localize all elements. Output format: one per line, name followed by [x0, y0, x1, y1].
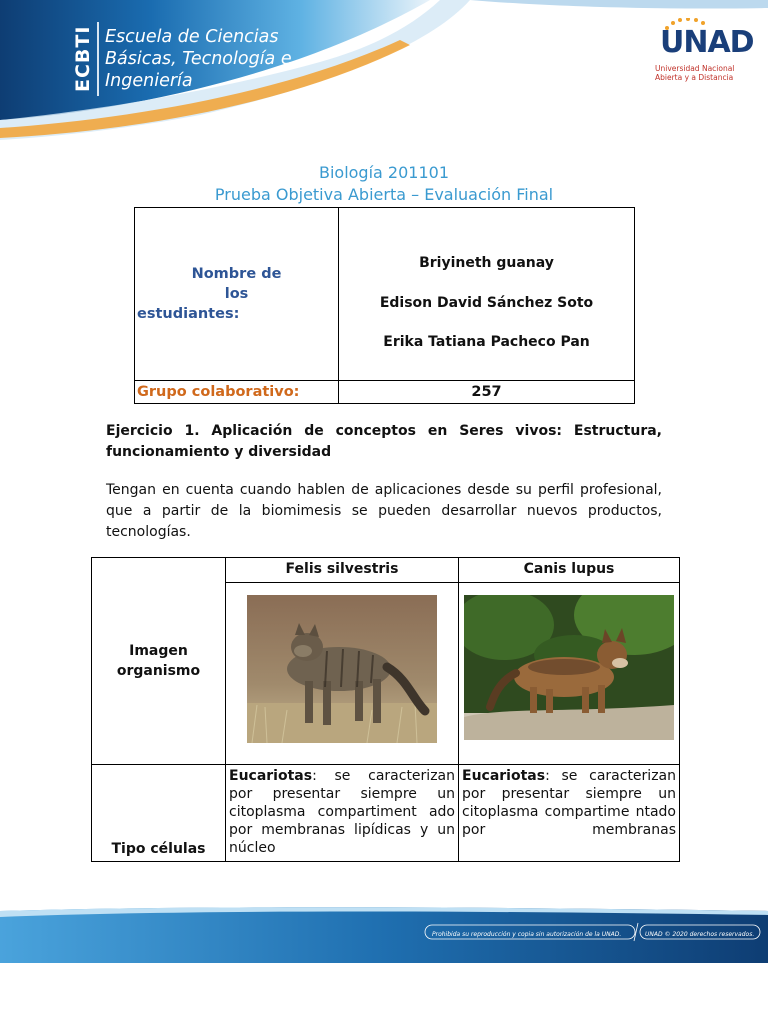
group-value: 257 — [339, 381, 635, 404]
students-label-cell — [135, 208, 339, 381]
students-label-line: los — [224, 286, 249, 302]
logo-sub-line: Abierta y a Distancia — [655, 73, 734, 82]
school-name-line: Escuela de Ciencias — [105, 27, 279, 47]
students-label-line: Nombre de — [191, 266, 282, 282]
student-name: Briyineth guanay — [419, 255, 554, 271]
header-divider — [97, 22, 99, 96]
student-name: Edison David Sánchez Soto — [379, 295, 594, 311]
footer-copyright: UNAD © 2020 derechos reservados. — [645, 931, 755, 938]
cell-type-description: : se caracterizan por presentar siempre un citoplasma compartime ntado por membranas — [462, 768, 676, 838]
footer-notice: Prohibida su reproducción y copia sin autorización de la UNAD. — [432, 931, 622, 938]
row-label-line: Imagen — [129, 643, 188, 659]
cell-type-term: Eucariotas — [462, 768, 546, 784]
wildcat-photo — [247, 595, 437, 743]
school-name-line: Ingeniería — [105, 71, 193, 91]
student-name: Erika Tatiana Pacheco Pan — [383, 334, 590, 350]
school-name — [105, 26, 292, 92]
felis-cell-type — [226, 765, 459, 862]
students-table — [134, 207, 635, 404]
column-header-felis: Felis silvestris — [226, 558, 459, 583]
course-title: Biología 201101 — [318, 163, 449, 182]
row-label-line: organismo — [116, 663, 201, 679]
row-label-image — [92, 558, 226, 765]
unad-logo-subtitle — [655, 64, 734, 82]
canis-image-cell — [459, 583, 680, 765]
column-header-canis: Canis lupus — [459, 558, 680, 583]
group-label: Grupo colaborativo: — [135, 381, 339, 404]
students-names-cell — [339, 208, 635, 381]
felis-image-cell — [226, 583, 459, 765]
evaluation-title: Prueba Objetiva Abierta – Evaluación Final — [214, 185, 554, 204]
cell-type-description: : se caracterizan por presentar siempre un citoplasma compartiment ado por membranas lipídicas y un núcleo — [229, 768, 455, 856]
canis-cell-type-text — [459, 765, 679, 861]
logo-sub-line: Universidad Nacional — [655, 64, 735, 73]
organisms-table — [91, 557, 680, 862]
cell-type-term: Eucariotas — [229, 768, 313, 784]
felis-cell-type-text — [226, 765, 458, 861]
students-label-line: estudiantes: — [137, 306, 240, 322]
exercise-instruction: Tengan en cuenta cuando hablen de aplicaciones desde su perfil profesional, que a partir de la biomimesis se pueden desarrollar nuevos productos, tecnologías. — [106, 482, 662, 540]
exercise-heading: Ejercicio 1. Aplicación de conceptos en Seres vivos: Estructura, funcionamiento y diversidad — [106, 423, 662, 460]
canis-cell-type — [459, 765, 680, 862]
ecbti-tag: ECBTI — [72, 25, 94, 93]
unad-logo-text: UNAD — [660, 25, 754, 60]
school-name-line: Básicas, Tecnología e — [105, 49, 292, 69]
wolf-photo — [464, 595, 674, 740]
row-label-cell-type: Tipo células — [92, 765, 226, 862]
